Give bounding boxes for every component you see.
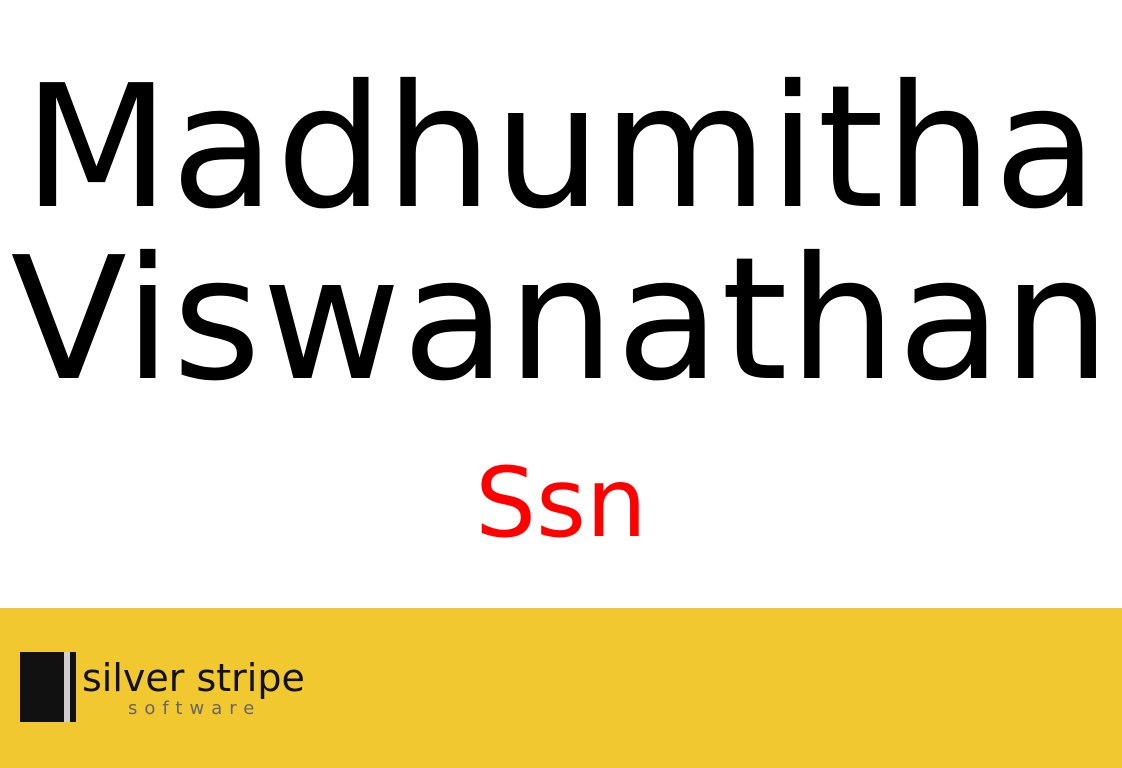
organization-label: Ssn: [475, 447, 647, 559]
stripe-logo-icon: [20, 652, 76, 722]
silver-stripe-logo: [20, 652, 380, 724]
first-name: Madhumitha: [23, 49, 1099, 247]
attendee-name: [0, 49, 1122, 419]
badge-footer: [0, 608, 1122, 768]
last-name: Viswanathan: [10, 221, 1112, 419]
logo-sub-text: software: [128, 698, 262, 719]
logo-brand-text: silver stripe: [82, 656, 305, 700]
